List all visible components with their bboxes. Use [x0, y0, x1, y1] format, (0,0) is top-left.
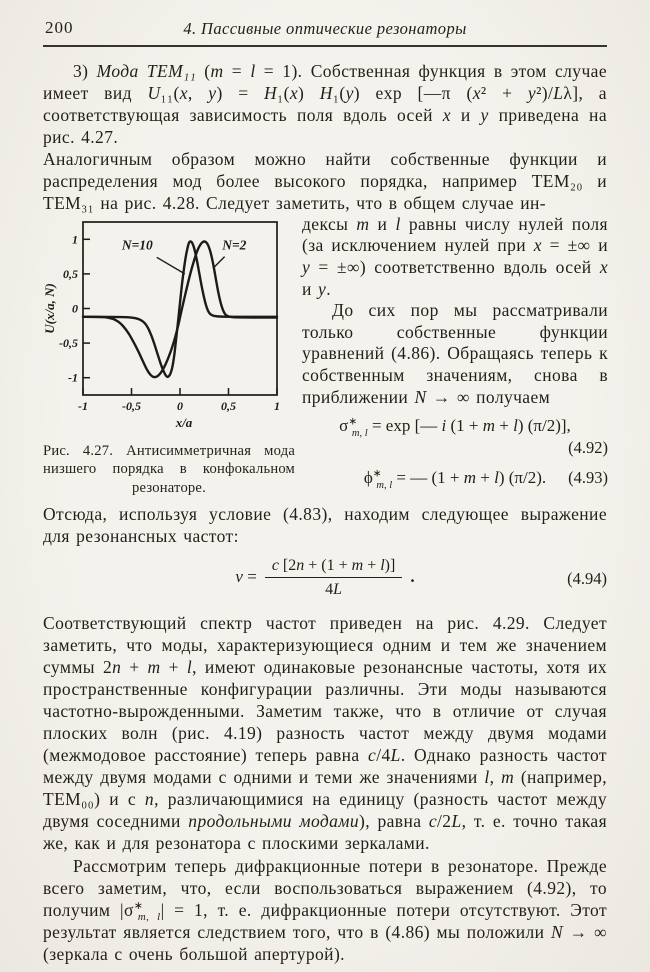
equation-4-94-tail: . — [410, 567, 415, 587]
equation-4-94 — [43, 556, 607, 602]
annotation-leader-line — [157, 257, 185, 274]
x-tick-label: 0 — [177, 398, 183, 413]
x-tick-label: 1 — [274, 398, 280, 413]
paragraph-diffraction-losses: Рассмотрим теперь дифракционные потери в резонаторе. Прежде всего заметим, что, если воспользоваться выражением (4.92), то получим $|\sigma^∗_{m, l}| = 1$, т. е. дифракционные потери отсутствуют. Этот результат является следствием того, что в (4.86) мы положили N → ∞ (зеркала с очень большой апертурой). — [43, 855, 607, 964]
equation-4-94-denominator: 4L — [325, 580, 343, 598]
header-rule — [43, 45, 607, 47]
equation-4-94-numerator: c [2n + (1 + m + l)] — [265, 556, 403, 578]
equation-4-94-fraction — [265, 556, 403, 599]
curve-label: N=10 — [121, 237, 153, 253]
y-tick-label: -0,5 — [59, 335, 78, 350]
page-number: 200 — [45, 18, 74, 37]
equation-4-92-body: $\sigma^∗_{m, l} = \exp$ [— i (1 + m + l) (π/2)], — [339, 416, 571, 439]
y-tick-label: 0,5 — [63, 266, 78, 281]
y-axis-label: U(x/a, N) — [43, 283, 57, 334]
equation-4-93-number: (4.93) — [568, 468, 608, 488]
curve-N=10 — [83, 241, 277, 376]
paragraph-mode-indices: дексы m и l равны числу нулей поля (за исключением нулей при x = ±∞ и y = ±∞) соответственно вдоль осей x и y. — [302, 213, 608, 299]
y-tick-label: 1 — [72, 232, 78, 247]
equation-4-93-body: $\phi^∗_{m, l}$ = — (1 + m + l) (π/2). — [363, 468, 547, 491]
figure-plot — [43, 219, 287, 431]
annotation-leader-line — [213, 256, 225, 268]
right-column — [302, 213, 608, 491]
y-tick-label: -1 — [68, 370, 78, 385]
figure-and-right-column — [43, 213, 608, 499]
x-tick-label: -0,5 — [122, 398, 141, 413]
paragraph-resonance-condition: Отсюда, используя условие (4.83), находим следующее выражение для резонансных частот: — [43, 503, 607, 546]
running-head: 4. Пассивные оптические резонаторы — [183, 19, 467, 38]
equation-4-94-body — [235, 556, 414, 599]
figure-4-27 — [43, 219, 295, 498]
y-tick-label: 0 — [72, 301, 78, 316]
equation-4-92-number: (4.92) — [568, 438, 608, 458]
equation-4-94-number: (4.94) — [567, 568, 607, 588]
paragraph-mode-tem11: 3) Мода ТЕМ₁₁ (m = l = 1). Собственная функция в этом случае имеет вид U₁₁(x, y) = H₁(x) H₁(y) exp [—π (x² + y²)/Lλ], а соответствующая зависимость поля вдоль осей x и y приведена на рис. 4.27. — [43, 60, 607, 147]
equation-4-92 — [302, 416, 608, 458]
equation-4-93 — [302, 468, 608, 491]
paragraph-higher-order-modes: Аналогичным образом можно найти собственные функции и распределения мод более высокого порядка, например ТЕМ₂₀ и ТЕМ₃₁ на рис. 4.28. Следует заметить, что в общем случае ин- — [43, 148, 607, 213]
equation-4-94-lhs: ν = — [235, 567, 257, 587]
x-tick-label: -1 — [78, 398, 88, 413]
x-tick-label: 0,5 — [221, 398, 236, 413]
x-axis-label: x/a — [175, 414, 193, 430]
paragraph-eigenvalues: До сих пор мы рассматривали только собственные функции уравнений (4.86). Обращаясь теперь к собственным значениям, снова в приближении N → ∞ получаем — [302, 300, 608, 407]
paragraph-frequency-spectrum: Соответствующий спектр частот приведен на рис. 4.29. Следует заметить, что моды, характеризующиеся одним и тем же значением суммы 2n + m + l, имеют одинаковые резонансные частоты, хотя их пространственные конфигурации различны. Эти моды называются частотно-вырожденными. Заметим также, что в отличие от случая плоских волн (рис. 4.19) разность частот между двумя модами (межмодовое расстояние) теперь равна c/4L. Однако разность частот между двумя модами с одними и теми же значениями l, m (например, ТЕМ₀₀) и с n, различающимися на единицу (разность частот между двумя соседними продольными модами), равна c/2L, т. е. точно такая же, как и для резонатора с плоскими зеркалами. — [43, 612, 608, 853]
figure-caption: Рис. 4.27. Антисимметричная мода низшего порядка в конфокальном резонаторе. — [43, 442, 295, 496]
page-header — [43, 16, 607, 42]
curve-label: N=2 — [222, 237, 247, 253]
